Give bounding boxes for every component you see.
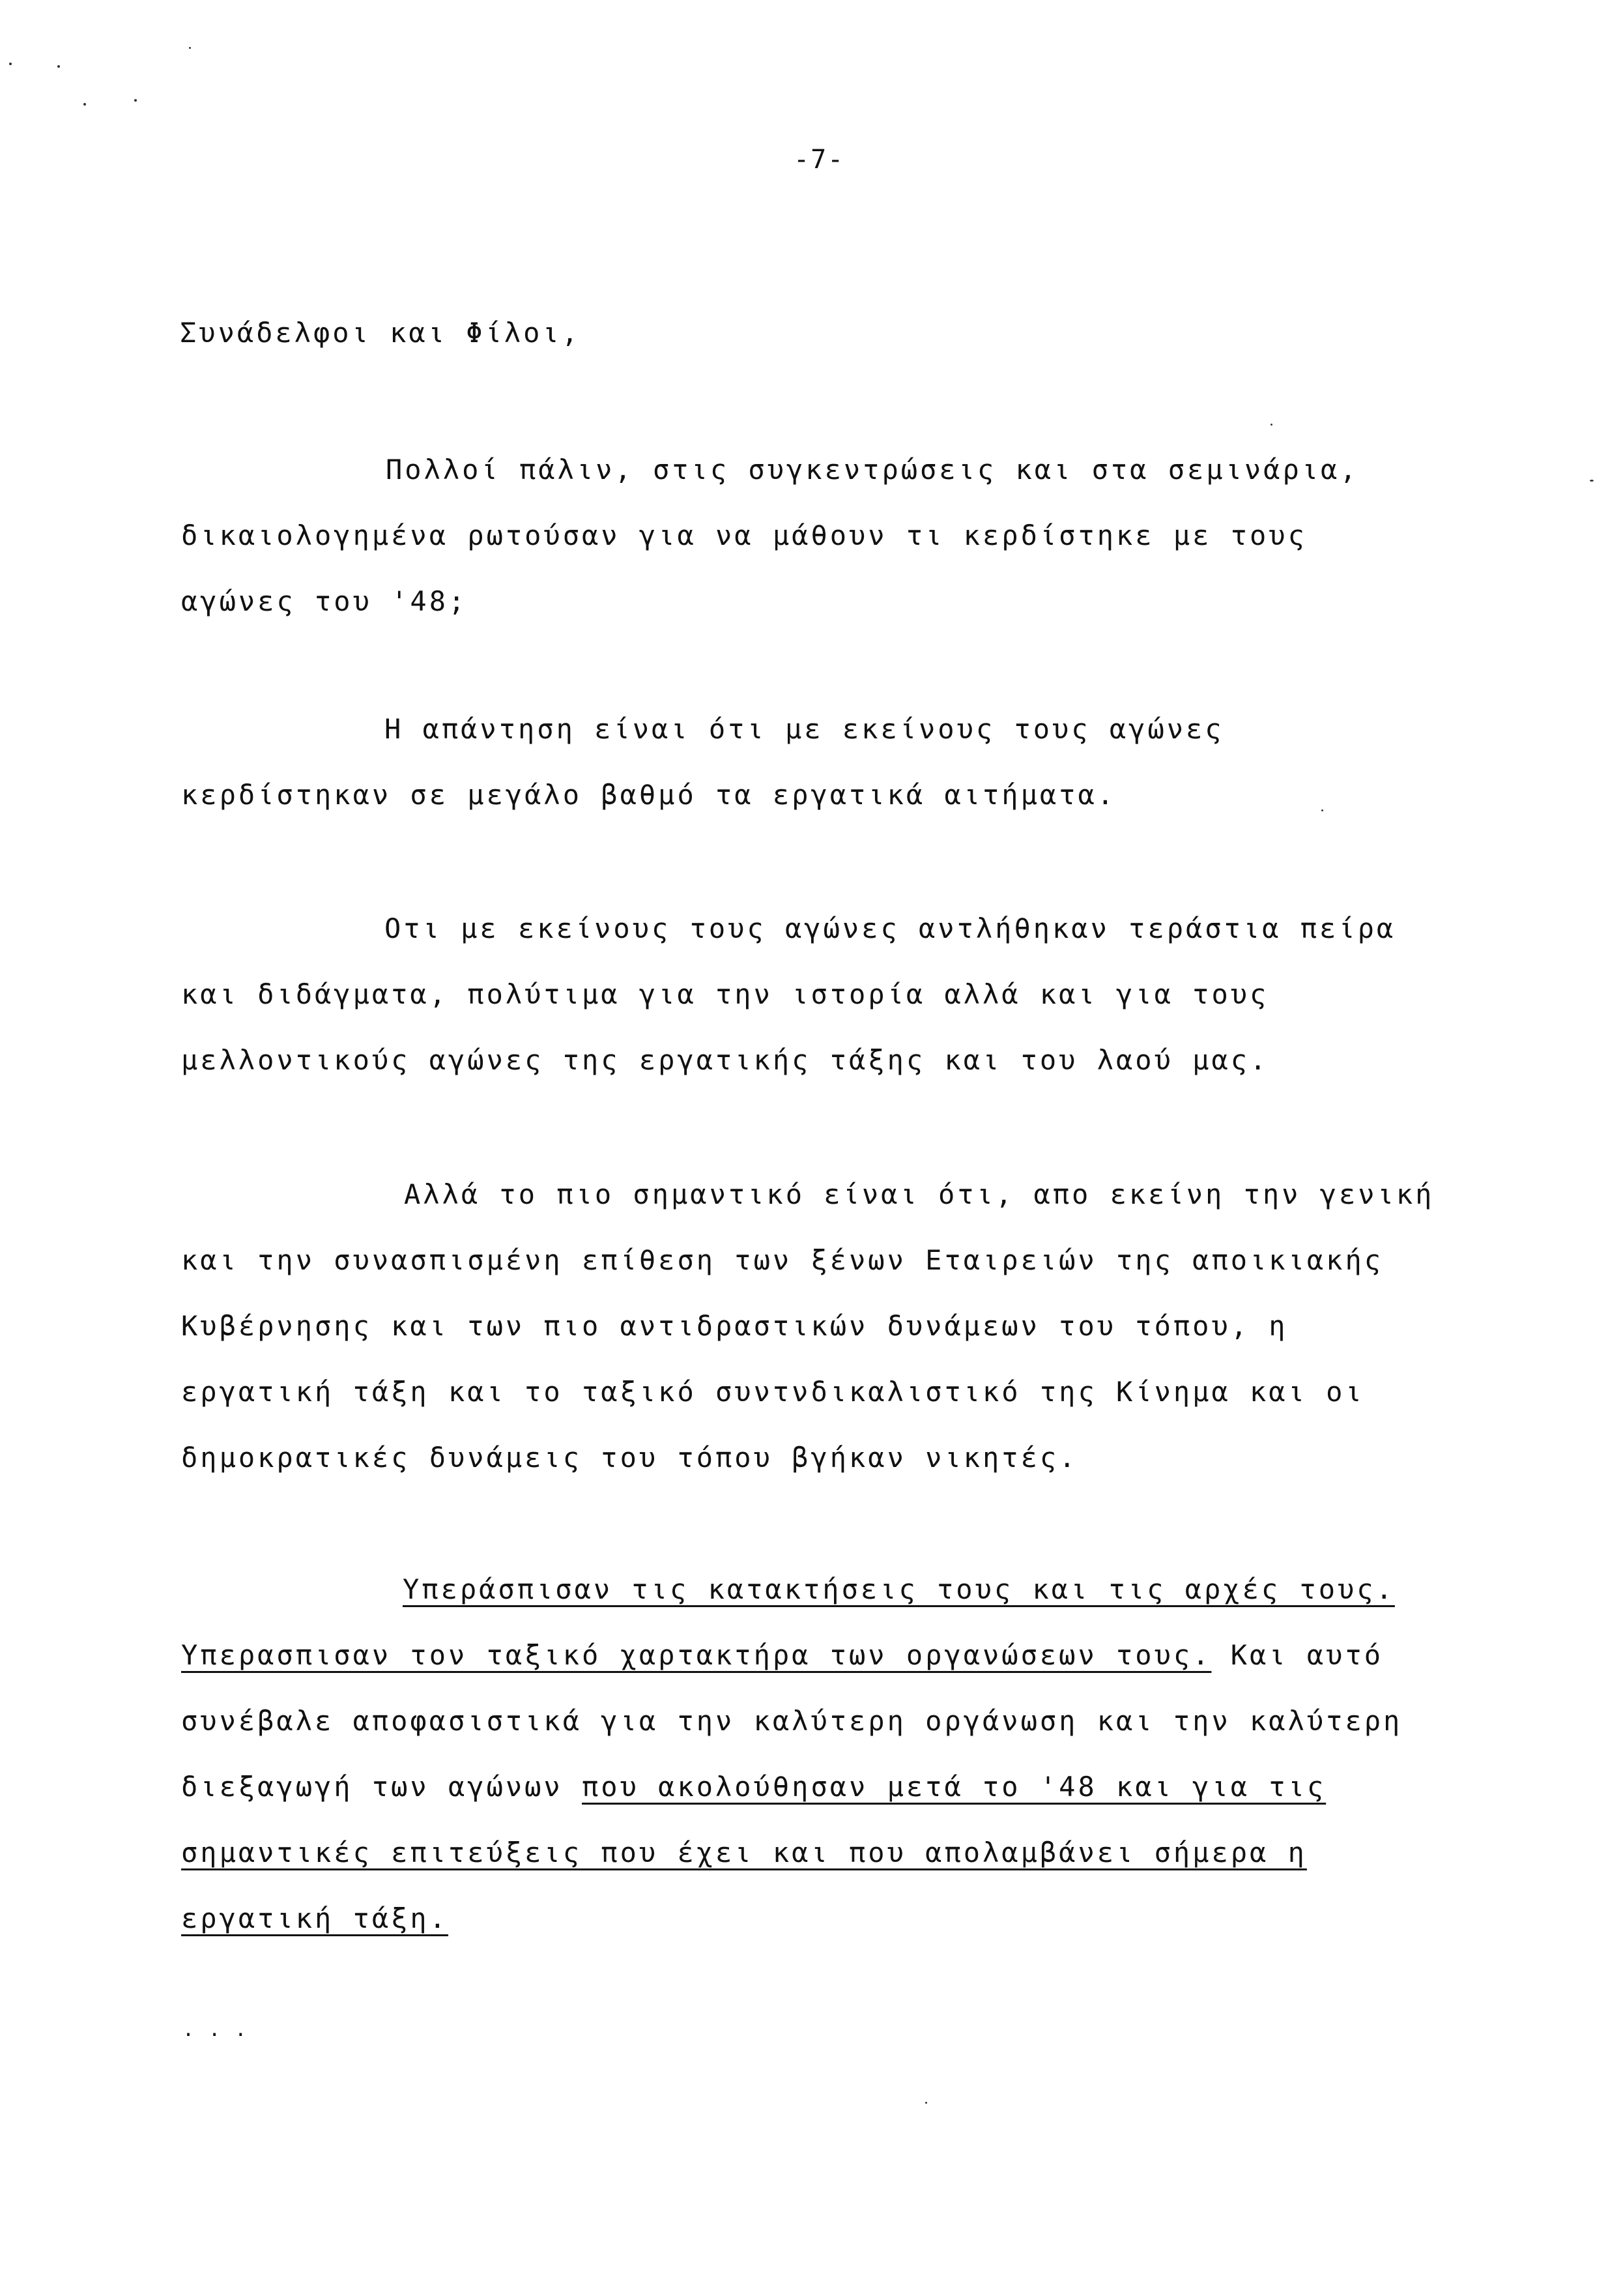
text-segment: συνέβαλε αποφασιστικά για την καλύτερη οργάνωση και την καλύτερη bbox=[181, 1705, 1403, 1737]
text-segment: μελλοντικούς αγώνες της εργατικής τάξης και του λαού μας. bbox=[181, 1044, 1269, 1076]
paragraph-4-line-1 bbox=[404, 1178, 1435, 1210]
scan-speck bbox=[925, 2102, 927, 2104]
paragraph-5-line-5 bbox=[181, 1839, 1307, 1867]
paragraph-2-line-2 bbox=[181, 781, 1116, 809]
paragraph-2-line-1 bbox=[384, 713, 1224, 745]
paragraph-1-line-1 bbox=[386, 456, 1359, 484]
paragraph-5-line-2 bbox=[181, 1639, 1384, 1671]
text-segment: και διδάγματα, πολύτιμα για την ιστορία αλλά και για τους bbox=[181, 978, 1269, 1010]
paragraph-3-line-1 bbox=[384, 912, 1396, 944]
paragraph-4-line-3 bbox=[181, 1310, 1288, 1342]
text-segment: Αλλά το πιο σημαντικό είναι ότι, απο εκείνη την γενική bbox=[404, 1178, 1435, 1210]
paragraph-4-line-4 bbox=[181, 1378, 1364, 1406]
text-segment: δημοκρατικές δυνάμεις του τόπου βγήκαν νικητές. bbox=[181, 1442, 1078, 1474]
scan-speck bbox=[9, 63, 12, 65]
text-segment: κερδίστηκαν σε μεγάλο βαθμό τα εργατικά αιτήματα. bbox=[181, 779, 1117, 811]
text-segment: Κυβέρνησης και των πιο αντιδραστικών δυνάμεων του τόπου, η bbox=[181, 1310, 1288, 1342]
text-segment: Πολλοί πάλιν, στις συγκεντρώσεις και στα σεμινάρια, bbox=[386, 454, 1359, 486]
paragraph-4-line-2 bbox=[181, 1244, 1384, 1276]
underlined-text: Υπεράσπισαν τις κατακτήσεις τους και τις αρχές τους. bbox=[403, 1573, 1395, 1605]
scan-speck bbox=[1321, 809, 1323, 811]
scan-speck bbox=[1590, 480, 1594, 482]
paragraph-4-line-5 bbox=[181, 1444, 1078, 1472]
underlined-text: που ακολούθησαν μετά το '48 και για τις bbox=[582, 1771, 1327, 1803]
paragraph-5-line-4 bbox=[181, 1773, 1326, 1801]
text-segment: εργατική τάξη και το ταξικό συντνδικαλιστικό της Κίνημα και οι bbox=[181, 1376, 1364, 1408]
scan-speck bbox=[189, 47, 191, 49]
paragraph-1-line-3 bbox=[181, 585, 468, 617]
greeting: Συνάδελφοι και Φίλοι, bbox=[180, 317, 581, 349]
text-segment: αγώνες του '48; bbox=[181, 585, 468, 617]
underlined-text: Υπερασπισαν τον ταξικό χαρτακτήρα των οργανώσεων τους. bbox=[181, 1639, 1212, 1671]
text-segment: Η απάντηση είναι ότι με εκείνους τους αγώνες bbox=[384, 713, 1224, 745]
scan-speck bbox=[134, 99, 137, 102]
text-segment: και την συνασπισμένη επίθεση των ξένων Εταιρειών της αποικιακής bbox=[181, 1244, 1384, 1276]
underlined-text: εργατική τάξη. bbox=[181, 1902, 449, 1934]
text-segment: διεξαγωγή των αγώνων bbox=[181, 1771, 582, 1803]
underlined-text: σημαντικές επιτεύξεις που έχει και που απολαμβάνει σήμερα η bbox=[181, 1837, 1307, 1868]
scan-speck bbox=[83, 103, 86, 106]
paragraph-5-line-1 bbox=[403, 1573, 1395, 1605]
text-segment: Οτι με εκείνους τους αγώνες αντλήθηκαν τεράστια πείρα bbox=[384, 912, 1396, 944]
paragraph-5-line-3 bbox=[181, 1707, 1402, 1735]
paragraph-1-line-2 bbox=[181, 519, 1307, 551]
paragraph-3-line-3 bbox=[181, 1044, 1269, 1076]
continuation-mark: . . . bbox=[182, 2018, 248, 2041]
text-segment: Και αυτό bbox=[1211, 1639, 1384, 1671]
text-segment: δικαιολογημένα ρωτούσαν για να μάθουν τι κερδίστηκε με τους bbox=[181, 519, 1307, 551]
paragraph-5-line-6 bbox=[181, 1902, 449, 1934]
scan-speck bbox=[1271, 424, 1272, 426]
page-number: -7- bbox=[794, 145, 845, 175]
scan-speck bbox=[57, 65, 60, 68]
paragraph-3-line-2 bbox=[181, 978, 1269, 1010]
